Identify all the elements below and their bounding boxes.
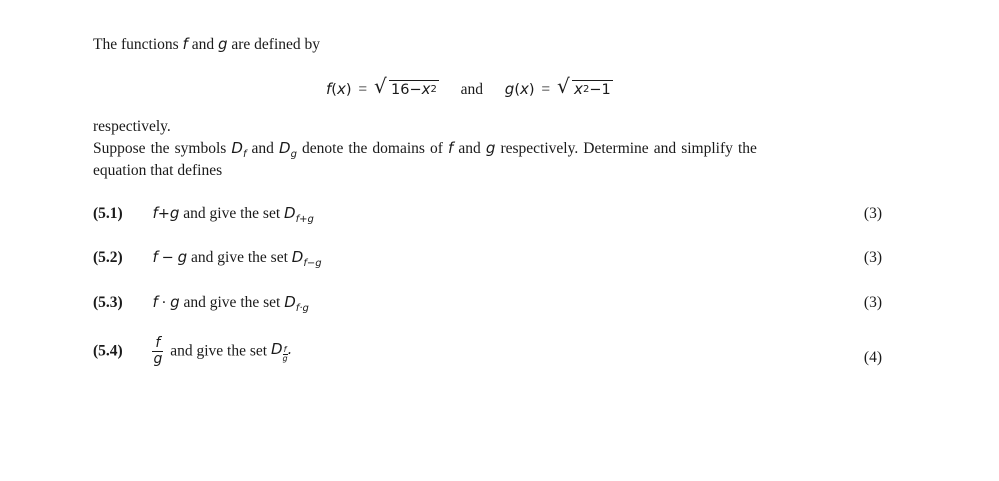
respectively-line xyxy=(93,119,171,135)
question-5-4 xyxy=(93,336,292,368)
intro-f-symbol: f xyxy=(182,35,188,53)
question-text: and give the set xyxy=(170,342,268,360)
intro-and: and xyxy=(191,36,215,53)
f-equals: = xyxy=(358,81,368,98)
question-label: (5.4) xyxy=(93,342,123,360)
suppose-and-2: and xyxy=(458,140,481,157)
domain-symbol: $D_{f+g}$ xyxy=(284,204,314,225)
definition-connector: and xyxy=(460,81,484,98)
equation-defines-line xyxy=(93,163,222,179)
suppose-text-c: respectively. Determine and simplify the xyxy=(500,140,757,157)
g-argument: x xyxy=(519,80,529,98)
question-operator: · xyxy=(161,295,167,311)
question-operator: + xyxy=(157,206,170,222)
f-radicand-minus: − xyxy=(409,82,422,98)
domain-symbol: $D_{f\cdot g}$ xyxy=(284,293,309,314)
equation-defines-text: equation that defines xyxy=(93,162,223,179)
f-radicand-x: x xyxy=(421,80,431,98)
domain-symbol: D $\frac{f}{g}$ . xyxy=(270,340,293,364)
respectively-text: respectively. xyxy=(93,118,171,135)
question-label: (5.1) xyxy=(93,205,123,222)
radical-icon: √ xyxy=(557,74,570,98)
g-radicand-const: 1 xyxy=(601,82,611,98)
question-5-3: (5.3) f · g and give the set $D_{f\cdot g}$ xyxy=(93,293,309,314)
g-sqrt xyxy=(557,74,613,98)
question-text: and give the set xyxy=(183,205,281,222)
f-sqrt xyxy=(374,74,439,98)
f-argument: x xyxy=(336,80,346,98)
g-radicand-x: x xyxy=(574,80,583,98)
suppose-text-a: Suppose the symbols xyxy=(93,140,227,157)
g-radicand-power: 2 xyxy=(582,84,590,95)
suppose-f-symbol: f xyxy=(448,139,454,157)
marks-5-2: (3) xyxy=(863,249,882,266)
df-symbol: $D_f$ xyxy=(231,139,247,160)
f-function-name: f xyxy=(326,80,332,98)
intro-g-symbol: g xyxy=(217,35,228,53)
f-radicand-power: 2 xyxy=(430,84,437,95)
marks-5-4: (4) xyxy=(863,349,882,366)
question-label: (5.2) xyxy=(93,249,123,266)
g-radicand-minus: − xyxy=(589,82,602,98)
definition-equation: f(x) = √ $16-x^2$ and g(x) = √ $x^2-1$ xyxy=(326,74,611,98)
suppose-and-1: and xyxy=(251,140,274,157)
question-5-2: (5.2) f − g and give the set $D_{f-g}$ xyxy=(93,248,322,269)
question-label: (5.3) xyxy=(93,294,123,311)
radical-icon: √ xyxy=(374,74,387,98)
f-radicand-const: 16 xyxy=(391,82,410,98)
g-function-name: g xyxy=(504,80,515,98)
dg-symbol: $D_g$ xyxy=(279,139,297,160)
marks-5-3: (3) xyxy=(863,294,882,311)
question-text: and give the set xyxy=(191,249,288,266)
question-text: and give the set xyxy=(183,294,281,311)
suppose-g-symbol: g xyxy=(485,139,496,157)
domain-symbol: $D_{f-g}$ xyxy=(291,248,322,269)
question-operator: − xyxy=(161,250,174,266)
question-5-1: (5.1) f+g and give the set $D_{f+g}$ xyxy=(93,204,314,225)
marks-5-1: (3) xyxy=(863,205,882,222)
intro-text: The functions xyxy=(93,36,179,53)
f-over-g-fraction: $\frac{f}{g}$ xyxy=(153,335,163,368)
suppose-text-b: denote the domains of xyxy=(302,140,443,157)
intro-rest: are defined by xyxy=(231,36,321,53)
g-equals: = xyxy=(541,81,551,98)
suppose-line xyxy=(93,139,757,160)
intro-line xyxy=(93,37,320,53)
